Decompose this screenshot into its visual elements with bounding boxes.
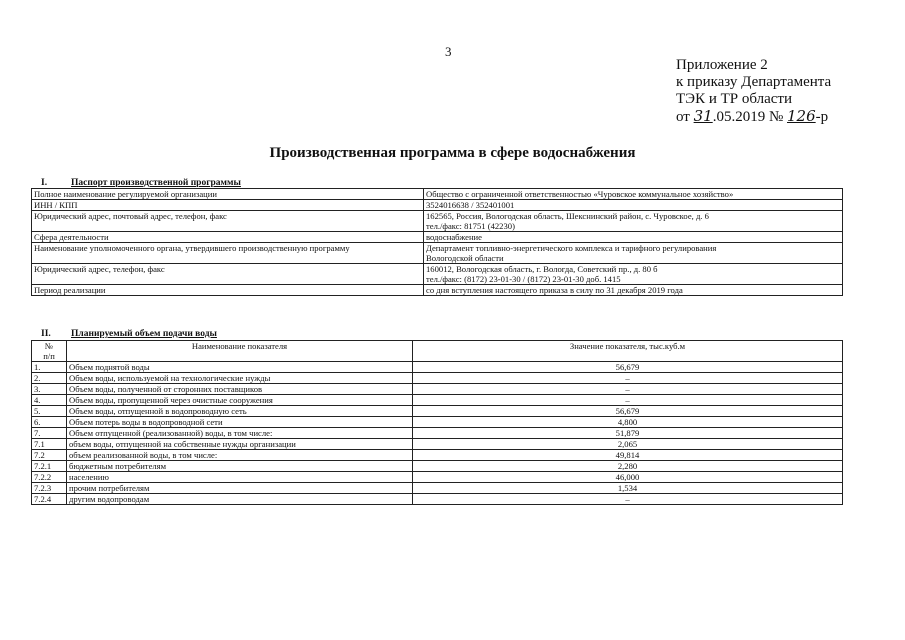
table-row: [32, 439, 843, 450]
table-row: [32, 483, 843, 494]
row-value: 49,814: [413, 450, 843, 461]
table-row: [32, 395, 843, 406]
passport-value: [424, 232, 843, 243]
row-number: 7.2.4: [32, 494, 67, 505]
appendix-line: к приказу Департамента: [676, 74, 832, 90]
table-row: [32, 461, 843, 472]
section-number: II.: [41, 329, 51, 339]
row-name: Объем воды, отпущенной в водопроводную сеть: [67, 406, 413, 417]
row-value: –: [413, 373, 843, 384]
row-value: 56,679: [413, 406, 843, 417]
table-row: [32, 211, 843, 232]
passport-value-line: 3524016638 / 352401001: [426, 200, 515, 210]
row-name: объем реализованной воды, в том числе:: [67, 450, 413, 461]
table-row: [32, 285, 843, 296]
row-number: 4.: [32, 395, 67, 406]
row-number: 7.2.3: [32, 483, 67, 494]
passport-value-line: водоснабжение: [426, 232, 482, 242]
table-row: [32, 384, 843, 395]
date-day-handwritten: 31: [693, 107, 713, 125]
row-name: Объем отпущенной (реализованной) воды, в том числе:: [67, 428, 413, 439]
appendix-date-line: [676, 108, 891, 126]
document-title: Производственная программа в сфере водоснабжения: [269, 145, 636, 161]
section-2-heading: [41, 329, 217, 339]
passport-label: Юридический адрес, телефон, факс: [32, 264, 424, 285]
table-row: [32, 450, 843, 461]
section-title: Планируемый объем подачи воды: [71, 329, 217, 339]
passport-value-line: 160012, Вологодская область, г. Вологда, Советский пр., д. 80 б: [426, 264, 658, 274]
row-value: 1,534: [413, 483, 843, 494]
row-number: 2.: [32, 373, 67, 384]
row-name: другим водопроводам: [67, 494, 413, 505]
row-number: 7.: [32, 428, 67, 439]
row-name: прочим потребителям: [67, 483, 413, 494]
table-row: [32, 264, 843, 285]
row-value: 4,800: [413, 417, 843, 428]
row-value: 46,000: [413, 472, 843, 483]
passport-value-line: Общество с ограниченной ответственностью «Чуровское коммунальное хозяйство»: [426, 189, 734, 199]
row-number: 3.: [32, 384, 67, 395]
table-row: [32, 406, 843, 417]
passport-value-line: тел./факс: 81751 (42230): [426, 221, 515, 231]
row-number: 6.: [32, 417, 67, 428]
appendix-line: ТЭК и ТР области: [676, 91, 792, 107]
section-title: Паспорт производственной программы: [71, 178, 241, 188]
passport-value: [424, 200, 843, 211]
passport-value-line: тел./факс: (8172) 23-01-30 / (8172) 23-01-30 доб. 1415: [426, 274, 621, 284]
row-number: 7.2.1: [32, 461, 67, 472]
header-name: Наименование показателя: [67, 341, 413, 362]
date-prefix: от: [676, 109, 694, 125]
row-value: 2,065: [413, 439, 843, 450]
passport-label: Сфера деятельности: [32, 232, 424, 243]
water-volume-table: [31, 340, 843, 505]
table-row: [32, 243, 843, 264]
passport-label: Полное наименование регулируемой организации: [32, 189, 424, 200]
order-suffix: -р: [815, 109, 829, 125]
row-name: населению: [67, 472, 413, 483]
passport-table: [31, 188, 843, 296]
section-1-heading: [41, 178, 241, 188]
section-number: I.: [41, 178, 48, 188]
row-name: объем воды, отпущенной на собственные нужды организации: [67, 439, 413, 450]
row-name: бюджетным потребителям: [67, 461, 413, 472]
row-value: –: [413, 384, 843, 395]
passport-value: [424, 264, 843, 285]
passport-value: [424, 189, 843, 200]
row-number: 5.: [32, 406, 67, 417]
passport-value: [424, 243, 843, 264]
table-row: [32, 189, 843, 200]
table-header-row: [32, 341, 843, 362]
row-value: –: [413, 395, 843, 406]
row-number: 1.: [32, 362, 67, 373]
date-rest: .05.2019 №: [712, 109, 788, 125]
row-value: 2,280: [413, 461, 843, 472]
table-row: [32, 417, 843, 428]
page-number: 3: [445, 44, 452, 59]
table-row: [32, 362, 843, 373]
table-row: [32, 428, 843, 439]
passport-value-line: 162565, Россия, Вологодская область, Шекснинский район, с. Чуровское, д. 6: [426, 211, 709, 221]
row-number: 7.2.2: [32, 472, 67, 483]
table-row: [32, 494, 843, 505]
passport-value: [424, 285, 843, 296]
table-row: [32, 472, 843, 483]
row-name: Объем поднятой воды: [67, 362, 413, 373]
row-value: 56,679: [413, 362, 843, 373]
passport-label: Юридический адрес, почтовый адрес, телефон, факс: [32, 211, 424, 232]
table-row: [32, 232, 843, 243]
header-number: № п/п: [32, 341, 67, 362]
table-row: [32, 200, 843, 211]
passport-label: ИНН / КПП: [32, 200, 424, 211]
passport-value-line: со дня вступления настоящего приказа в силу по 31 декабря 2019 года: [426, 285, 683, 295]
row-name: Объем воды, пропущенной через очистные сооружения: [67, 395, 413, 406]
row-name: Объем потерь воды в водопроводной сети: [67, 417, 413, 428]
row-name: Объем воды, используемой на технологические нужды: [67, 373, 413, 384]
row-number: 7.2: [32, 450, 67, 461]
row-value: –: [413, 494, 843, 505]
passport-value: [424, 211, 843, 232]
appendix-block: [676, 57, 891, 126]
passport-label: Период реализации: [32, 285, 424, 296]
header-value: Значение показателя, тыс.куб.м: [413, 341, 843, 362]
row-name: Объем воды, полученной от сторонних поставщиков: [67, 384, 413, 395]
table-row: [32, 373, 843, 384]
passport-value-line: Департамент топливно-энергетического комплекса и тарифного регулирования: [426, 243, 717, 253]
row-value: 51,879: [413, 428, 843, 439]
passport-label: Наименование уполномоченного органа, утвердившего производственную программу: [32, 243, 424, 264]
appendix-line: Приложение 2: [676, 57, 768, 73]
passport-value-line: Вологодской области: [426, 253, 504, 263]
order-number-handwritten: 126: [787, 107, 816, 125]
row-number: 7.1: [32, 439, 67, 450]
